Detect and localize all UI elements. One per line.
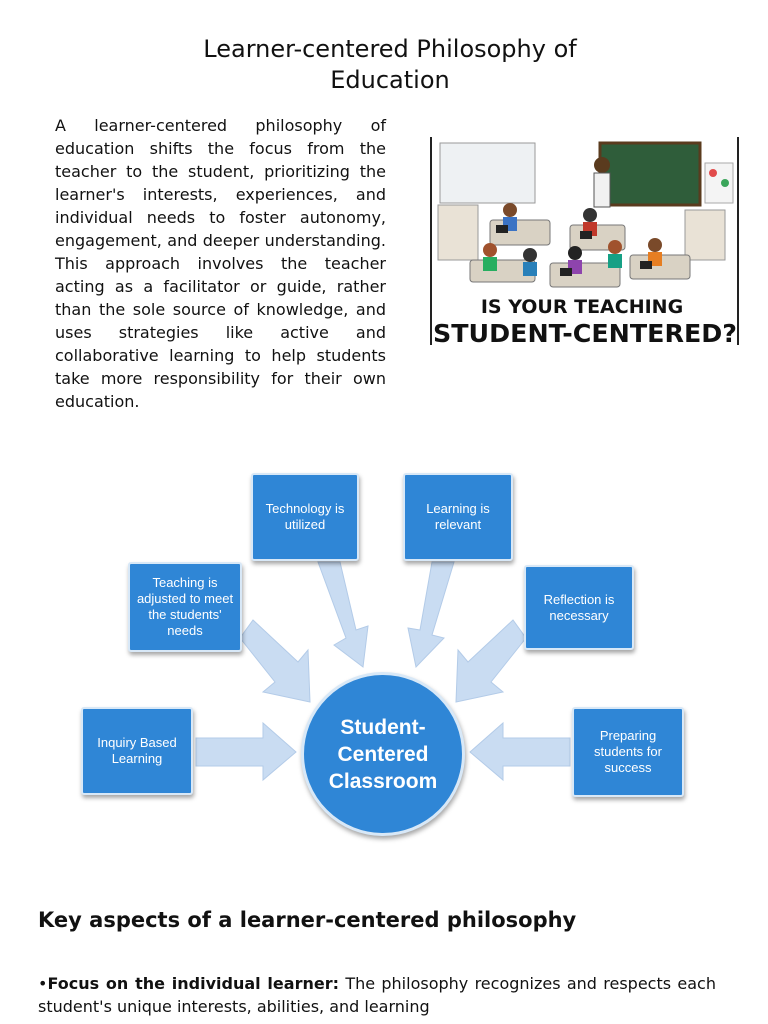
key-aspect-label: Focus on the individual learner:: [47, 974, 339, 993]
key-aspect-text: The philosophy recognizes and respects each student's unique interests, abilities, and learning: [38, 974, 716, 1016]
arrow-inquiry: [196, 723, 296, 780]
hero-caption-line1: IS YOUR TEACHING: [480, 296, 684, 318]
arrow-teaching: [240, 620, 310, 702]
center-circle: Student-Centered Classroom: [301, 672, 465, 836]
box-teaching: Teaching is adjusted to meet the students' needs: [128, 562, 242, 652]
intro-paragraph: A learner-centered philosophy of education shifts the focus from the teacher to the student, prioritizing the learner's interests, experiences, and individual needs to foster autonomy, engagement, and deeper understanding. This approach involves the teacher acting as a facilitator or guide, rather than the sole source of knowledge, and uses strategies like active and collaborative learning to help students take more responsibility for their own education.: [55, 116, 386, 411]
arrow-reflection: [456, 620, 526, 702]
box-preparing: Preparing students for success: [572, 707, 684, 797]
key-aspects-heading: Key aspects of a learner-centered philosophy: [38, 908, 577, 932]
box-technology: Technology is utilized: [251, 473, 359, 561]
key-aspect-item: [38, 972, 716, 1018]
page-title: Learner-centered Philosophy of Education: [203, 35, 577, 94]
box-learning: Learning is relevant: [403, 473, 513, 561]
classroom-scene-icon: [430, 135, 740, 347]
classroom-illustration: [430, 135, 740, 347]
hero-caption-line2: STUDENT-CENTERED?: [433, 319, 737, 347]
box-reflection: Reflection is necessary: [524, 565, 634, 650]
arrow-learning: [408, 562, 454, 667]
arrow-technology: [318, 562, 368, 667]
bullet-marker: •: [38, 974, 48, 993]
arrow-preparing: [470, 723, 570, 780]
box-inquiry: Inquiry Based Learning: [81, 707, 193, 795]
student-centered-diagram: [78, 470, 690, 835]
